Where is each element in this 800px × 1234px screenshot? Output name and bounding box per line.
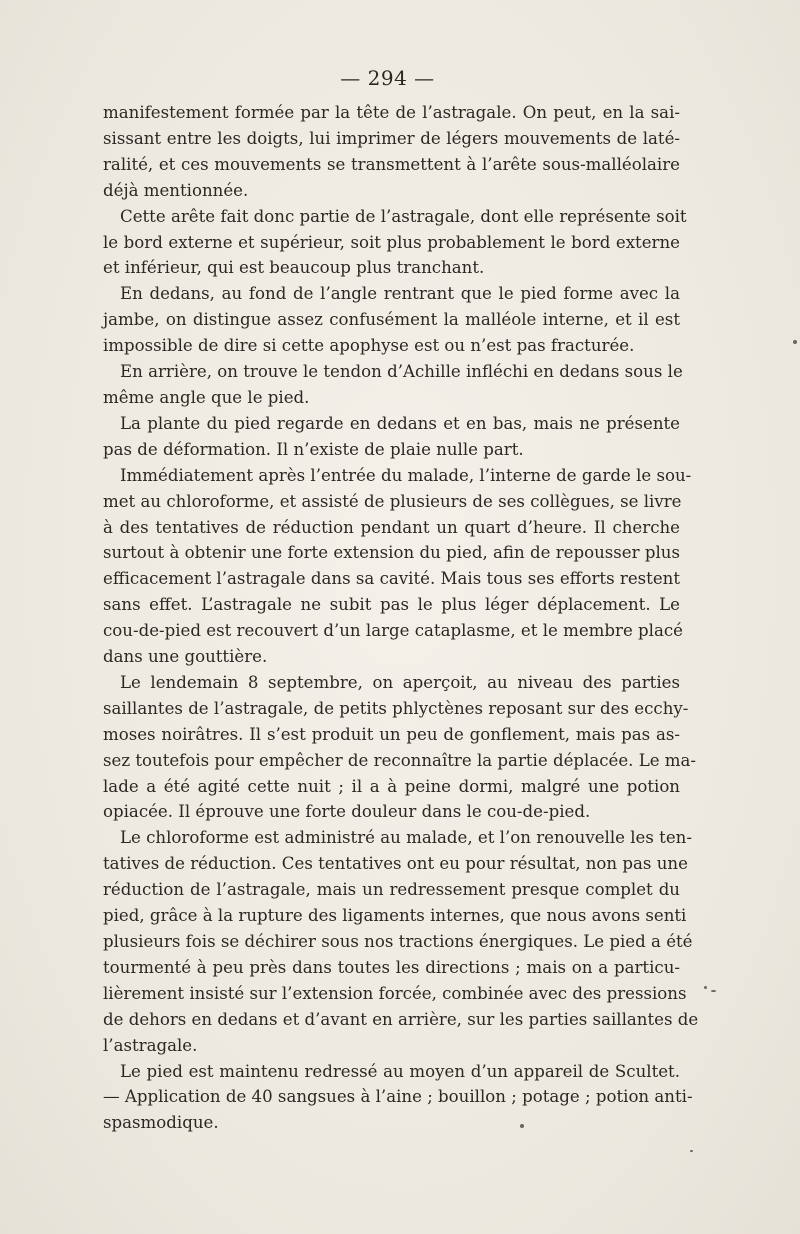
- text-line: tourmenté à peu près dans toutes les directions ; mais on a particu-: [103, 957, 680, 977]
- text-line: Le pied est maintenu redressé au moyen d’un appareil de Scultet.: [120, 1061, 680, 1081]
- text-line: l’astragale.: [103, 1035, 198, 1055]
- text-line: Le chloroforme est administré au malade, et l’on renouvelle les ten-: [120, 828, 692, 848]
- text-line: de dehors en dedans et d’avant en arrière, sur les parties saillantes de: [103, 1009, 699, 1029]
- text-line: sez toutefois pour empêcher de reconnaître la partie déplacée. Le ma-: [103, 750, 697, 770]
- text-line: sans effet. L’astragale ne subit pas le plus léger déplacement. Le: [103, 595, 680, 615]
- text-line: ralité, et ces mouvements se transmettent à l’arête sous-malléolaire: [103, 154, 680, 174]
- text-line: met au chloroforme, et assisté de plusieurs de ses collègues, se livre: [103, 491, 682, 511]
- text-line: — Application de 40 sangsues à l’aine ; bouillon ; potage ; potion anti-: [103, 1087, 693, 1107]
- text-line: Cette arête fait donc partie de l’astragale, dont elle représente soit: [120, 206, 687, 226]
- text-line: Le lendemain 8 septembre, on aperçoit, au niveau des parties: [120, 672, 680, 692]
- text-line: cou-de-pied est recouvert d’un large cataplasme, et le membre placé: [103, 621, 683, 641]
- text-line: lade a été agité cette nuit ; il a à peine dormi, malgré une potion: [103, 776, 680, 796]
- text-line: En dedans, au fond de l’angle rentrant que le pied forme avec la: [120, 284, 680, 304]
- text-line: le bord externe et supérieur, soit plus probablement le bord externe: [103, 232, 680, 252]
- text-line: dans une gouttière.: [103, 647, 268, 667]
- page-number: — 294 —: [340, 66, 435, 90]
- text-line: déjà mentionnée.: [103, 180, 249, 200]
- text-line: à des tentatives de réduction pendant un quart d’heure. Il cherche: [103, 517, 680, 537]
- text-line: sissant entre les doigts, lui imprimer de légers mouvements de laté-: [103, 128, 680, 148]
- text-line: plusieurs fois se déchirer sous nos tractions énergiques. Le pied a été: [103, 932, 693, 951]
- text-line: pied, grâce à la rupture des ligaments internes, que nous avons senti: [103, 906, 687, 926]
- text-line: pas de déformation. Il n’existe de plaie nulle part.: [103, 439, 524, 459]
- text-line: impossible de dire si cette apophyse est ou n’est pas fracturée.: [103, 336, 635, 356]
- text-line: moses noirâtres. Il s’est produit un peu de gonflement, mais pas as-: [103, 724, 680, 744]
- text-line: jambe, on distingue assez confusément la malléole interne, et il est: [103, 310, 680, 330]
- paper-speck: [711, 990, 716, 992]
- text-line: efficacement l’astragale dans sa cavité. Mais tous ses efforts restent: [103, 569, 680, 589]
- paper-speck: [704, 986, 707, 989]
- page-body-text: [103, 100, 699, 1136]
- text-line: réduction de l’astragale, mais un redressement presque complet du: [103, 880, 680, 900]
- text-line: La plante du pied regarde en dedans et en bas, mais ne présente: [120, 413, 680, 433]
- text-line: saillantes de l’astragale, de petits phlyctènes reposant sur des ecchy-: [103, 698, 689, 718]
- paper-speck: [690, 1150, 693, 1152]
- text-line: même angle que le pied.: [103, 387, 310, 407]
- text-line: Immédiatement après l’entrée du malade, l’interne de garde le sou-: [120, 465, 692, 485]
- text-line: En arrière, on trouve le tendon d’Achille infléchi en dedans sous le: [120, 362, 683, 382]
- text-line: opiacée. Il éprouve une forte douleur dans le cou-de-pied.: [103, 802, 591, 822]
- text-line: tatives de réduction. Ces tentatives ont eu pour résultat, non pas une: [103, 854, 688, 874]
- text-line: et inférieur, qui est beaucoup plus tranchant.: [103, 258, 485, 278]
- paper-speck: [520, 1124, 524, 1128]
- text-line: surtout à obtenir une forte extension du pied, afin de repousser plus: [103, 543, 680, 563]
- paper-speck: [793, 340, 797, 344]
- text-line: lièrement insisté sur l’extension forcée, combinée avec des pressions: [103, 983, 687, 1003]
- text-line: spasmodique.: [103, 1113, 219, 1133]
- text-line: manifestement formée par la tête de l’astragale. On peut, en la sai-: [103, 103, 680, 122]
